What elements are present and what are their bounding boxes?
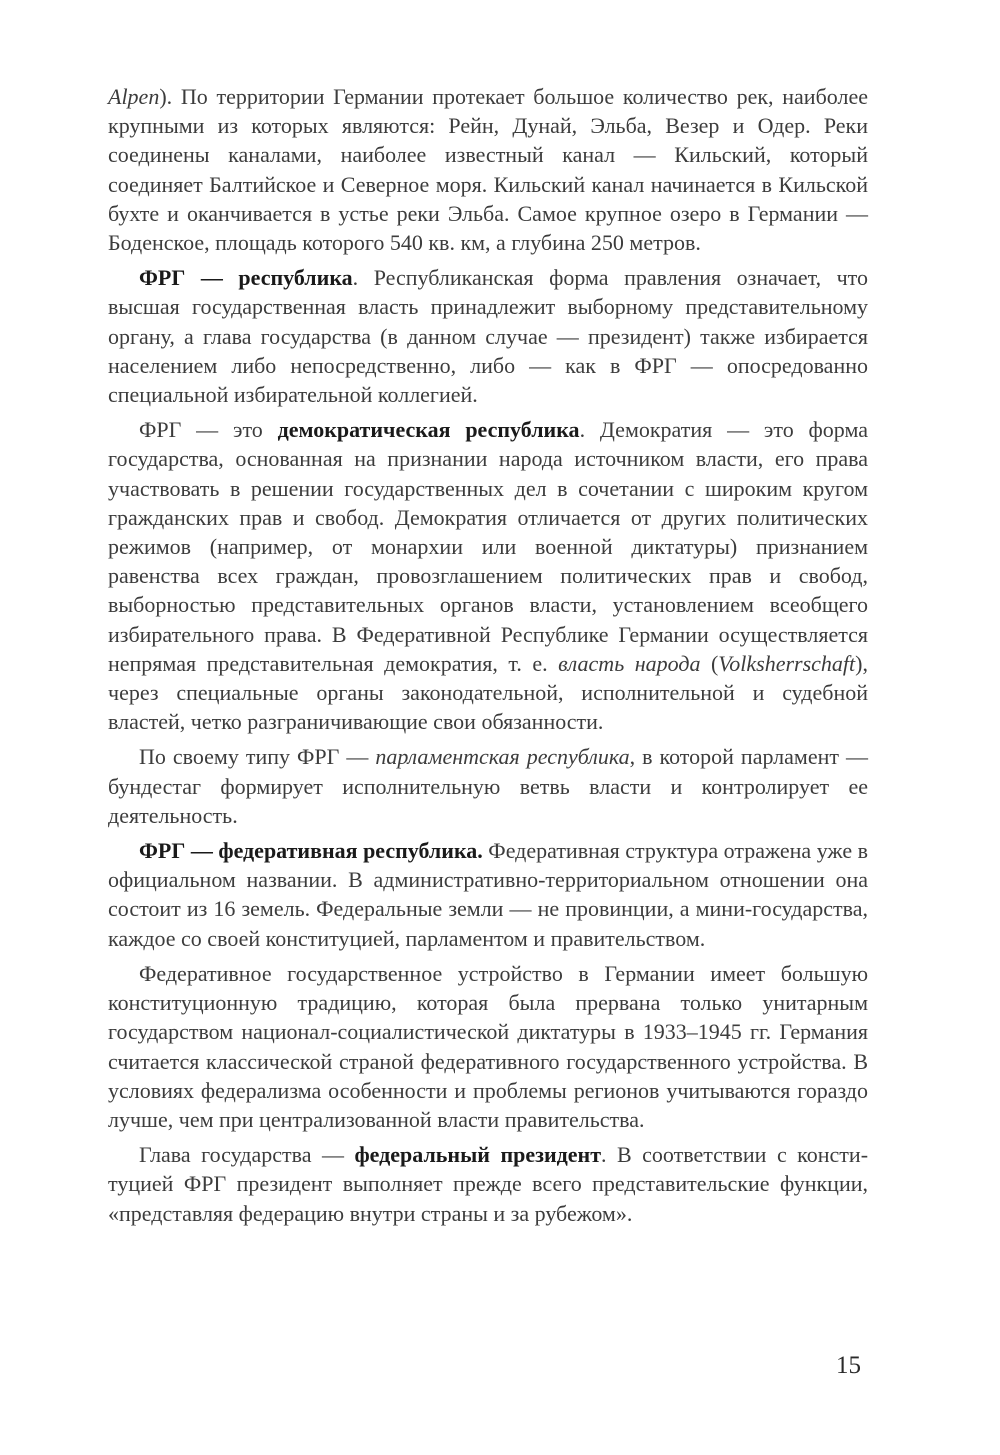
text-segment: По своему типу ФРГ — bbox=[139, 744, 376, 770]
paragraph-federal-president bbox=[108, 1140, 868, 1228]
page-body bbox=[108, 82, 868, 1234]
text-segment: парламентская республика bbox=[375, 744, 630, 770]
text-segment: ). По территории Германии протекает большое количество рек, наиболее крупными из которых являются: Рейн, Дунай, Эльба, Везер и Одер. Реки соединены каналами, наиболее известный канал — Кильский, который соединяет Балтийское и Северное моря. Кильский канал начинается в Кильской бухте и оканчивается в устье реки Эльба. Самое крупное озеро в Германии — Боденское, площадь которого 540 кв. км, а глубина 250 метров. bbox=[108, 84, 868, 256]
text-segment: Федеративное государственное устройство в Германии имеет большую конституционную традицию, которая была прервана только унитарным государством национал-социалистической диктатуры в 1933–1945 гг. Германия считается классической страной федеративного государственного устройства. В условиях федерализма особенности и проблемы регионов учитываются гораздо лучше, чем при централизованной власти правительства. bbox=[108, 960, 868, 1132]
text-segment: федеральный президент bbox=[354, 1142, 602, 1168]
text-segment: Alpen bbox=[108, 84, 160, 109]
paragraph-republic bbox=[108, 263, 868, 409]
text-segment: , в которой парламент — бундестаг формирует исполнительную ветвь власти и контролирует ее деятельность. bbox=[108, 744, 868, 828]
text-segment: ФРГ — федеративная республика. bbox=[139, 838, 483, 864]
page-number: 15 bbox=[836, 1352, 861, 1379]
text-segment: демократическая республика bbox=[277, 417, 580, 443]
paragraph-rivers-lakes bbox=[108, 82, 868, 257]
text-segment: Федеративная структура отражена уже в официальном названии. В административно-территориальном отношении она состоит из 16 земель. Федеральные земли — не провинции, а мини-государства, каждое со своей конституцией, парламентом и правительством. bbox=[108, 838, 868, 951]
text-segment: . Демократия — это форма государства, основанная на признании народа источником власти, его права участвовать в решении государственных дел в сочетании с широким кругом гражданских прав и свобод. Демократия отличается от других политических режимов (например, от монархии или военной диктатуры) признанием равенства всех граждан, провозглашением политических прав и свобод, выборностью представительных органов власти, установлением всеобщего избирательного права. В Федеративной Республике Германии осуществляется непрямая представительная демократия, т. е. bbox=[108, 417, 868, 676]
text-segment: . Республиканская форма правления означает, что высшая государственная власть принадлежит выборному представительному органу, а глава государства (в данном случае — президент) также избирается населением либо непосредственно, либо — как в ФРГ — опосредованно специальной избирательной коллегией. bbox=[108, 265, 868, 408]
text-segment: ( bbox=[700, 650, 719, 676]
text-segment: . В соответствии с конституцией ФРГ президент выполняет прежде всего представительские функции, «представляя федерацию внутри страны и за рубежом». bbox=[108, 1142, 869, 1226]
paragraph-federal-republic bbox=[108, 836, 868, 953]
paragraph-parliamentary-republic bbox=[108, 742, 868, 830]
text-segment: власть народа bbox=[558, 650, 701, 676]
text-segment: ), через специальные органы законодательной, исполнительной и судебной властей, четко разграничивающие свои обязанности. bbox=[108, 650, 868, 735]
text-segment: Глава государства — bbox=[139, 1142, 355, 1168]
text-segment: ФРГ — это bbox=[139, 417, 278, 443]
text-segment: Volksherrschaft bbox=[718, 650, 856, 676]
paragraph-federal-tradition bbox=[108, 959, 868, 1134]
text-segment: ФРГ — республика bbox=[139, 265, 353, 291]
paragraph-democratic-republic bbox=[108, 415, 868, 736]
